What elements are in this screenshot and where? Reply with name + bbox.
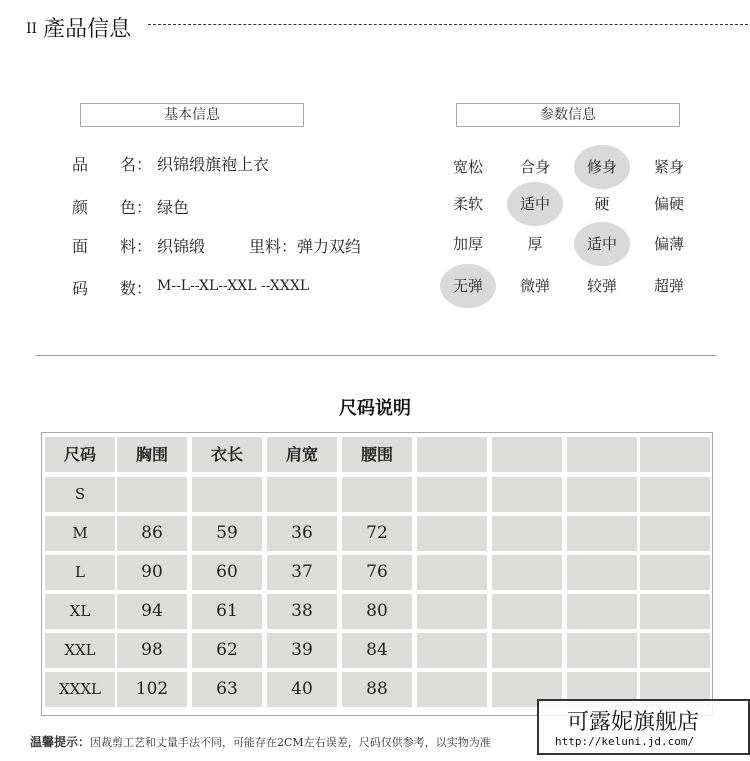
param-info-heading: 参数信息: [456, 103, 680, 127]
table-cell: [567, 633, 637, 668]
table-cell: 102: [117, 672, 187, 707]
param-option: 柔软: [452, 195, 483, 213]
table-cell: [117, 477, 187, 512]
table-cell: [567, 516, 637, 551]
table-cell: 76: [342, 555, 412, 590]
param-option: 厚: [527, 235, 543, 253]
table-cell: [417, 672, 487, 707]
field-key: 数：: [120, 279, 153, 298]
store-watermark: 可露妮旗舰店 http://keluni.jd.com/: [537, 699, 750, 755]
field-value: 织锦缎旗袍上衣: [157, 155, 270, 174]
table-cell: [567, 594, 637, 629]
table-cell: [192, 477, 262, 512]
size-table: [41, 432, 713, 716]
table-header-cell: [567, 437, 637, 472]
table-cell: 63: [192, 672, 262, 707]
table-cell: [492, 477, 562, 512]
table-cell: 39: [267, 633, 337, 668]
table-cell: [567, 477, 637, 512]
table-cell: 90: [117, 555, 187, 590]
table-cell: XXL: [45, 633, 115, 668]
field-key: 料：: [120, 237, 153, 256]
section-title: II 產品信息: [26, 17, 132, 42]
table-cell: 72: [342, 516, 412, 551]
table-cell: [640, 633, 710, 668]
param-option-selected: 修身: [574, 145, 630, 189]
field-value: 绿色: [157, 198, 190, 217]
table-header-cell: 腰围: [342, 437, 412, 472]
param-option-selected: 适中: [507, 182, 563, 226]
table-cell: [640, 477, 710, 512]
basic-info-heading: 基本信息: [80, 103, 304, 127]
field-key: 码: [72, 279, 89, 298]
table-cell: [417, 516, 487, 551]
table-header-cell: [417, 437, 487, 472]
table-cell: XXXL: [45, 672, 115, 707]
table-cell: 84: [342, 633, 412, 668]
field-key: 品: [72, 155, 89, 174]
field-key: 色：: [120, 198, 153, 217]
tip-note: 温馨提示：因裁剪工艺和丈量手法不同，可能存在2CM左右误差，尺码仅供参考，以实物为准: [30, 735, 491, 749]
table-cell: XL: [45, 594, 115, 629]
table-cell: [267, 477, 337, 512]
field-value: 织锦缎: [157, 237, 206, 256]
table-cell: 37: [267, 555, 337, 590]
param-option: 硬: [594, 195, 610, 213]
table-cell: 60: [192, 555, 262, 590]
param-option-selected: 无弹: [440, 264, 496, 308]
table-cell: L: [45, 555, 115, 590]
table-cell: [492, 633, 562, 668]
table-cell: 94: [117, 594, 187, 629]
table-cell: 59: [192, 516, 262, 551]
table-cell: [417, 555, 487, 590]
field-value-lining: 里料：弹力双绉: [249, 237, 362, 256]
param-option: 偏硬: [653, 195, 684, 213]
field-value: M--L--XL--XXL --XXXL: [157, 278, 310, 294]
table-cell: 38: [267, 594, 337, 629]
table-header-cell: 衣长: [192, 437, 262, 472]
divider: [36, 355, 716, 356]
table-cell: 61: [192, 594, 262, 629]
table-cell: [342, 477, 412, 512]
table-cell: [492, 555, 562, 590]
dashed-divider: [148, 24, 748, 25]
table-header-cell: 胸围: [117, 437, 187, 472]
table-cell: [640, 594, 710, 629]
param-option: 超弹: [653, 277, 684, 295]
table-cell: [640, 516, 710, 551]
field-key: 颜: [72, 198, 89, 217]
table-cell: M: [45, 516, 115, 551]
table-cell: 80: [342, 594, 412, 629]
table-cell: [640, 555, 710, 590]
table-header-cell: 肩宽: [267, 437, 337, 472]
table-cell: 98: [117, 633, 187, 668]
table-cell: 86: [117, 516, 187, 551]
table-header-cell: [492, 437, 562, 472]
table-cell: [492, 594, 562, 629]
table-cell: [417, 594, 487, 629]
param-option-selected: 适中: [574, 222, 630, 266]
table-header-cell: 尺码: [45, 437, 115, 472]
param-option: 微弹: [519, 277, 550, 295]
table-cell: 40: [267, 672, 337, 707]
table-cell: [417, 633, 487, 668]
param-option: 紧身: [653, 158, 684, 176]
field-key: 面: [72, 237, 89, 256]
param-option: 偏薄: [653, 235, 684, 253]
field-key: 名：: [120, 155, 153, 174]
param-option: 较弹: [586, 277, 617, 295]
table-cell: 88: [342, 672, 412, 707]
table-cell: 62: [192, 633, 262, 668]
table-cell: [567, 555, 637, 590]
table-cell: [417, 477, 487, 512]
size-chart-title: 尺码说明: [339, 398, 411, 419]
param-option: 宽松: [452, 158, 483, 176]
table-header-cell: [640, 437, 710, 472]
table-cell: [492, 516, 562, 551]
table-cell: S: [45, 477, 115, 512]
table-cell: 36: [267, 516, 337, 551]
param-option: 合身: [519, 158, 550, 176]
param-option: 加厚: [452, 235, 483, 253]
